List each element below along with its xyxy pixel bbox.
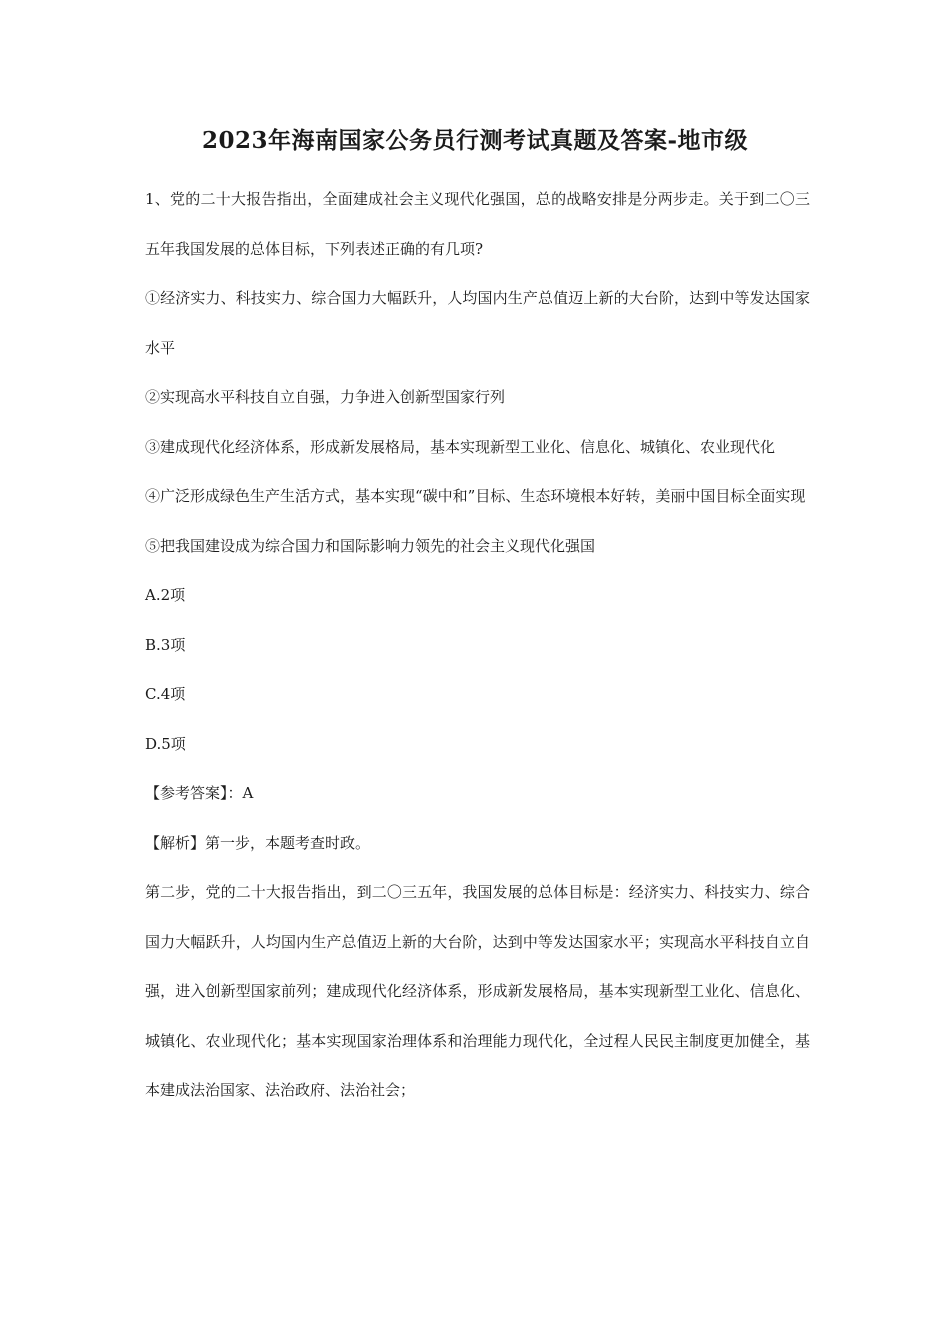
statement-2: ②实现高水平科技自立自强，力争进入创新型国家行列	[145, 388, 506, 406]
option-b: B.3项	[145, 635, 186, 654]
document-body	[145, 175, 810, 1116]
statement-5: ⑤把我国建设成为综合国力和国际影响力领先的社会主义现代化强国	[145, 536, 596, 555]
document-title: 2023年海南国家公务员行测考试真题及答案-地市级	[201, 127, 749, 154]
option-a: A.2项	[145, 586, 186, 604]
statement-4: ④广泛形成绿色生产生活方式，基本实现“碳中和”目标、生态环境根本好转，美丽中国目标全面实现	[145, 487, 806, 505]
analysis-step-1: 【解析】第一步，本题考查时政。	[145, 833, 371, 852]
analysis-step-2: 第二步，党的二十大报告指出，到二〇三五年，我国发展的总体目标是：经济实力、科技实力、综合国力大幅跃升，人均国内生产总值迈上新的大台阶，达到中等发达国家水平；实现高水平科技自立自强，进入创新型国家前列；建成现代化经济体系，形成新发展格局，基本实现新型工业化、信息化、城镇化、农业现代化；基本实现国家治理体系和治理能力现代化，全过程人民民主制度更加健全，基本建成法治国家、法治政府、法治社会；	[145, 883, 810, 1099]
option-d: D.5项	[145, 734, 186, 753]
statement-1: ①经济实力、科技实力、综合国力大幅跃升，人均国内生产总值迈上新的大台阶，达到中等发达国家水平	[145, 289, 810, 357]
option-c: C.4项	[145, 685, 186, 703]
reference-answer: 【参考答案】：A	[145, 784, 254, 802]
question-stem: 1、党的二十大报告指出，全面建成社会主义现代化强国，总的战略安排是分两步走。关于到二〇三五年我国发展的总体目标，下列表述正确的有几项?	[145, 190, 810, 258]
statement-3: ③建成现代化经济体系，形成新发展格局，基本实现新型工业化、信息化、城镇化、农业现代化	[145, 437, 776, 456]
